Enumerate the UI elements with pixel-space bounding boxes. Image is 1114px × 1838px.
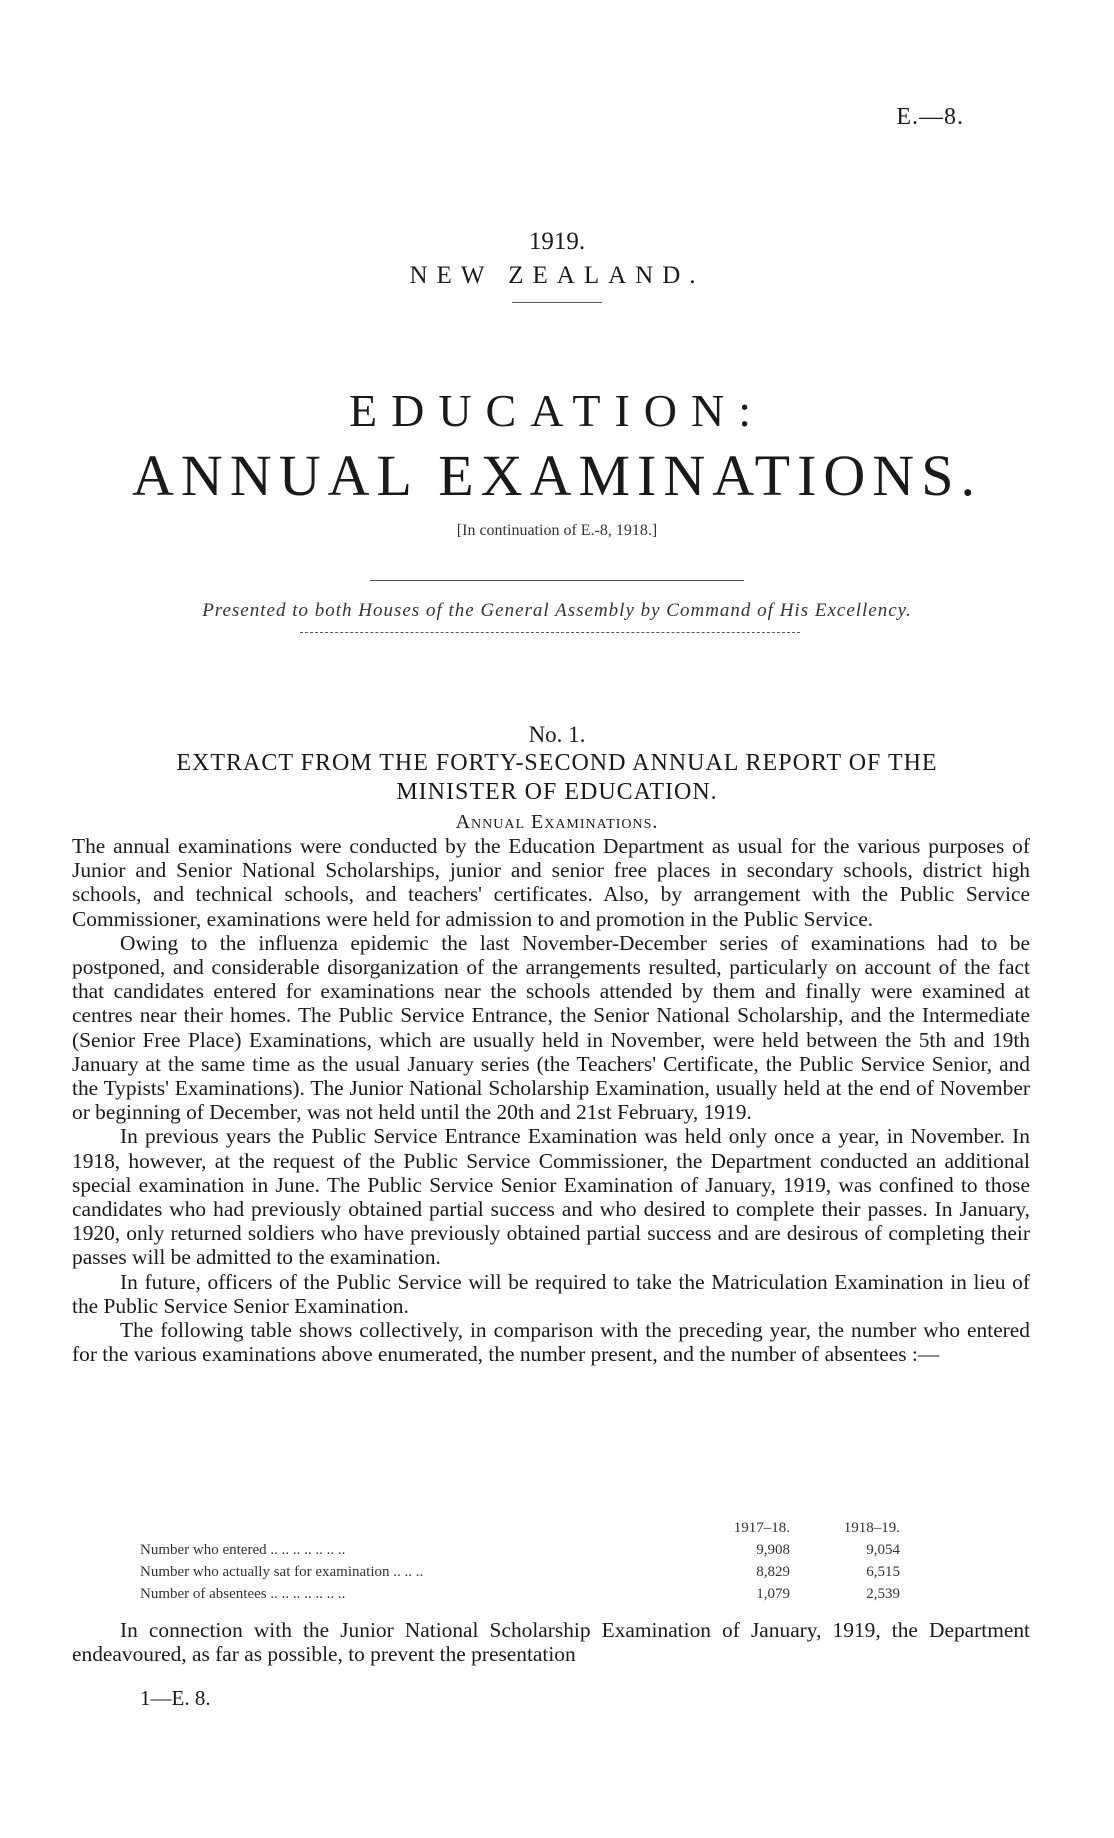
cell-value: 9,908: [756, 1542, 790, 1558]
document-title-line2: ANNUAL EXAMINATIONS.: [132, 443, 982, 508]
document-title-line1: EDUCATION:: [349, 385, 765, 436]
cell-value: 6,515: [866, 1564, 900, 1580]
page-reference: E.—8.: [896, 104, 964, 130]
cell-value: 9,054: [866, 1542, 900, 1558]
section-heading-line1: EXTRACT FROM THE FORTY-SECOND ANNUAL REPORT OF THE: [176, 750, 938, 776]
cell-value: 2,539: [866, 1586, 900, 1602]
column-header: 1917–18.: [733, 1520, 790, 1536]
paragraph: Owing to the influenza epidemic the last November-December series of examinations had to be postponed, and considerable disorganization of the arrangements resulted, particularly on account of the fact that candidates entered for examinations near the schools attended by them and finally were examined at centres near their homes. The Public Service Entrance, the Senior National Scholarship, and the Intermediate (Senior Free Place) Examinations, which are usually held in November, were held between the 5th and 19th January at the same time as the usual January series (the Teachers' Certificate, the Public Service Senior, and the Typists' Examinations). The Junior National Scholarship Examination, usually held at the end of November or beginning of December, was not held until the 20th and 21st February, 1919.: [72, 930, 1030, 1125]
divider-lower: [300, 632, 800, 633]
table-row: [140, 1586, 900, 1608]
footer-signature: 1—E. 8.: [140, 1686, 211, 1710]
row-label: Number who entered .. .. .. .. .. .. ..: [140, 1542, 346, 1558]
section-subheading: Annual Examinations.: [455, 811, 659, 833]
continuation-note: [In continuation of E.-8, 1918.]: [456, 522, 658, 539]
paragraph: The following table shows collectively, in comparison with the preceding year, the number who entered for the various examinations above enumerated, the number present, and the number of absentees :—: [72, 1318, 1030, 1367]
row-label: Number of absentees .. .. .. .. .. .. ..: [140, 1586, 346, 1602]
paragraph: In previous years the Public Service Entrance Examination was held only once a year, in November. In 1918, however, at the request of the Public Service Commissioner, the Department conducted an additional special examination in June. The Public Service Senior Examination of January, 1919, was confined to those candidates who had previously obtained partial success and who desired to complete their passes. In January, 1920, only returned soldiers who have previously obtained partial success and are desirous of completing their passes will be admitted to the examination.: [72, 1124, 1030, 1270]
report-year: 1919.: [528, 228, 586, 255]
examination-statistics-table: [140, 1520, 900, 1608]
table-header-row: [140, 1520, 900, 1542]
cell-value: 1,079: [756, 1586, 790, 1602]
presentation-line: Presented to both Houses of the General Assembly by Command of His Excellency.: [202, 600, 912, 621]
section-heading-line2: MINISTER OF EDUCATION.: [396, 779, 718, 805]
cell-value: 8,829: [756, 1564, 790, 1580]
report-body: [72, 834, 1030, 1366]
table-row: [140, 1564, 900, 1586]
column-header: 1918–19.: [843, 1520, 900, 1536]
paragraph: In connection with the Junior National Scholarship Examination of January, 1919, the Department endeavoured, as far as possible, to prevent the presentation: [72, 1618, 1030, 1667]
divider-short: [512, 302, 602, 303]
divider-upper: [370, 580, 744, 581]
closing-body: [72, 1618, 1030, 1666]
table-row: [140, 1542, 900, 1564]
section-number: No. 1.: [528, 722, 586, 747]
row-label: Number who actually sat for examination .. .. ..: [140, 1564, 424, 1580]
country-name: NEW ZEALAND.: [409, 262, 705, 289]
paragraph: The annual examinations were conducted by the Education Department as usual for the various purposes of Junior and Senior National Scholarships, junior and senior free places in secondary schools, district high schools, and technical schools, and teachers' certificates. Also, by arrangement with the Public Service Commissioner, examinations were held for admission to and promotion in the Public Service.: [72, 834, 1030, 931]
paragraph: In future, officers of the Public Service will be required to take the Matriculation Examination in lieu of the Public Service Senior Examination.: [72, 1269, 1030, 1318]
